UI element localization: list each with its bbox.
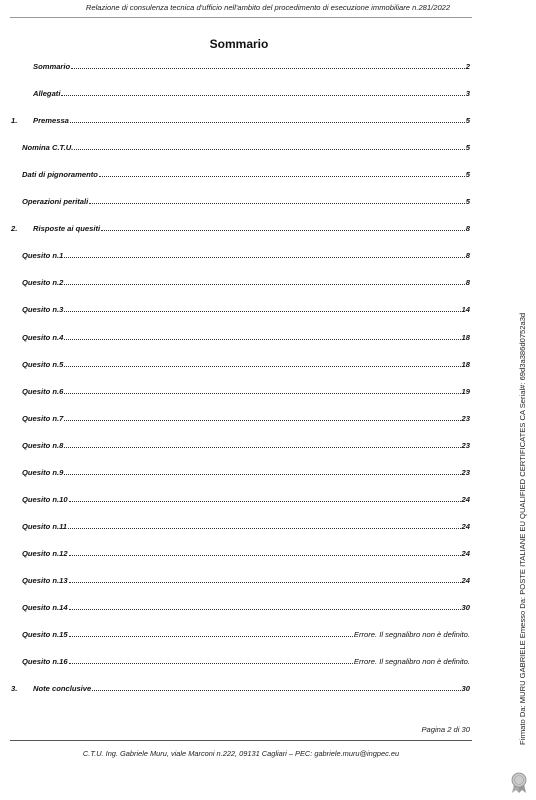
toc-leader-dots [68,528,461,529]
toc-entry-label: Quesito n.4 [22,332,64,342]
toc-entry-label: Operazioni peritali [22,197,89,207]
toc-leader-dots [69,501,461,502]
toc-entry-label: Quesito n.2 [22,278,64,288]
toc-entry[interactable] [11,456,470,483]
toc-leader-dots [61,95,464,96]
toc-entry-page: 5 [465,143,470,153]
toc-entry-label: Quesito n.5 [22,359,64,369]
page-number: Pagina 2 di 30 [421,725,470,734]
toc-entry-page: 24 [461,521,470,531]
toc-entry-page: Errore. Il segnalibro non è definito. [353,630,470,640]
toc-leader-dots [64,393,460,394]
toc-entry-page: 18 [461,332,470,342]
toc-leader-dots [74,149,464,150]
digital-signature-text: Firmato Da: MURU GABRIELE Emesso Da: POSTE ITALIANE EU QUALIFIED CERTIFICATES CA Serial#: 69d3a386d0752a3d [518,312,527,745]
toc-entry-page: 5 [465,116,470,126]
toc-entry-page: 23 [461,467,470,477]
toc-entry[interactable] [11,50,470,77]
toc-entry[interactable] [11,402,470,429]
toc-entry[interactable] [11,537,470,564]
toc-leader-dots [69,555,461,556]
toc-entry-page: 2 [465,62,470,72]
toc-entry-number: 1. [11,116,18,126]
toc-entry[interactable] [11,429,470,456]
toc-entry-label: Dati di pignoramento [22,170,98,180]
toc-entry[interactable] [11,131,470,158]
page-title: Sommario [209,37,269,51]
toc-entry-label: Risposte ai quesiti [33,224,101,234]
toc-entry[interactable] [11,320,470,347]
toc-entry[interactable] [11,672,470,699]
toc-entry-number: 2. [11,224,18,234]
toc-entry-page: 30 [461,602,470,612]
toc-entry-label: Quesito n.1 [22,251,64,261]
toc-leader-dots [69,663,353,664]
toc-entry-label: Quesito n.10 [22,494,68,504]
toc-entry-page: 18 [461,359,470,369]
toc-leader-dots [69,609,461,610]
toc-leader-dots [64,474,460,475]
toc-entry[interactable] [11,564,470,591]
toc-entry[interactable] [11,293,470,320]
toc-entry-page: 23 [461,440,470,450]
toc-leader-dots [69,582,461,583]
toc-entry-page: 23 [461,413,470,423]
toc-entry-page: Errore. Il segnalibro non è definito. [353,657,470,667]
toc-entry-label: Quesito n.6 [22,386,64,396]
toc-leader-dots [101,230,465,231]
toc-entry-page: 24 [461,575,470,585]
toc-leader-dots [64,339,460,340]
toc-entry[interactable] [11,645,470,672]
toc-entry[interactable] [11,212,470,239]
toc-entry-label: Quesito n.7 [22,413,64,423]
toc-entry-label: Nomina C.T.U. [22,143,74,153]
toc-entry[interactable] [11,77,470,104]
toc-entry-page: 3 [465,89,470,99]
table-of-contents [11,50,470,699]
toc-leader-dots [64,366,460,367]
toc-entry-label: Quesito n.8 [22,440,64,450]
toc-entry[interactable] [11,510,470,537]
toc-entry[interactable] [11,158,470,185]
toc-entry[interactable] [11,618,470,645]
toc-entry-number: 3. [11,684,18,694]
toc-entry-label: Quesito n.3 [22,305,64,315]
toc-entry-page: 5 [465,197,470,207]
toc-leader-dots [64,311,460,312]
seal-icon [510,772,528,794]
toc-entry-label: Quesito n.13 [22,575,68,585]
toc-entry-label: Premessa [33,116,69,126]
toc-leader-dots [64,420,460,421]
toc-leader-dots [64,447,460,448]
toc-leader-dots [64,284,464,285]
toc-entry-page: 24 [461,494,470,504]
toc-entry-label: Quesito n.9 [22,467,64,477]
toc-leader-dots [89,203,465,204]
toc-entry-label: Quesito n.11 [22,521,68,531]
toc-entry-page: 5 [465,170,470,180]
toc-entry[interactable] [11,375,470,402]
toc-leader-dots [70,122,465,123]
toc-entry-label: Quesito n.16 [22,657,68,667]
toc-leader-dots [69,636,353,637]
toc-entry-label: Allegati [33,89,61,99]
toc-entry-label: Quesito n.12 [22,548,68,558]
header-rule [10,17,472,18]
toc-entry-page: 8 [465,251,470,261]
toc-entry-label: Quesito n.14 [22,602,68,612]
toc-entry-label: Sommario [33,62,71,72]
toc-leader-dots [71,68,465,69]
document-header: Relazione di consulenza tecnica d'ufficio nell'ambito del procedimento di esecuzione immobiliare n.281/2022 [85,3,451,12]
toc-leader-dots [92,690,460,691]
toc-entry-page: 24 [461,548,470,558]
toc-entry[interactable] [11,348,470,375]
toc-entry[interactable] [11,483,470,510]
toc-entry-label: Note conclusive [33,684,92,694]
toc-entry-page: 8 [465,278,470,288]
toc-entry-page: 14 [461,305,470,315]
toc-leader-dots [64,257,464,258]
toc-entry-page: 19 [461,386,470,396]
toc-entry[interactable] [11,591,470,618]
toc-leader-dots [99,176,465,177]
toc-entry-label: Quesito n.15 [22,630,68,640]
toc-entry[interactable] [11,239,470,266]
toc-entry[interactable] [11,185,470,212]
toc-entry[interactable] [11,104,470,131]
footer-address: C.T.U. Ing. Gabriele Muru, viale Marconi n.222, 09131 Cagliari – PEC: gabriele.muru@ingpec.eu [82,749,400,758]
footer-rule [10,740,472,741]
toc-entry-page: 30 [461,684,470,694]
toc-entry[interactable] [11,266,470,293]
toc-entry-page: 8 [465,224,470,234]
